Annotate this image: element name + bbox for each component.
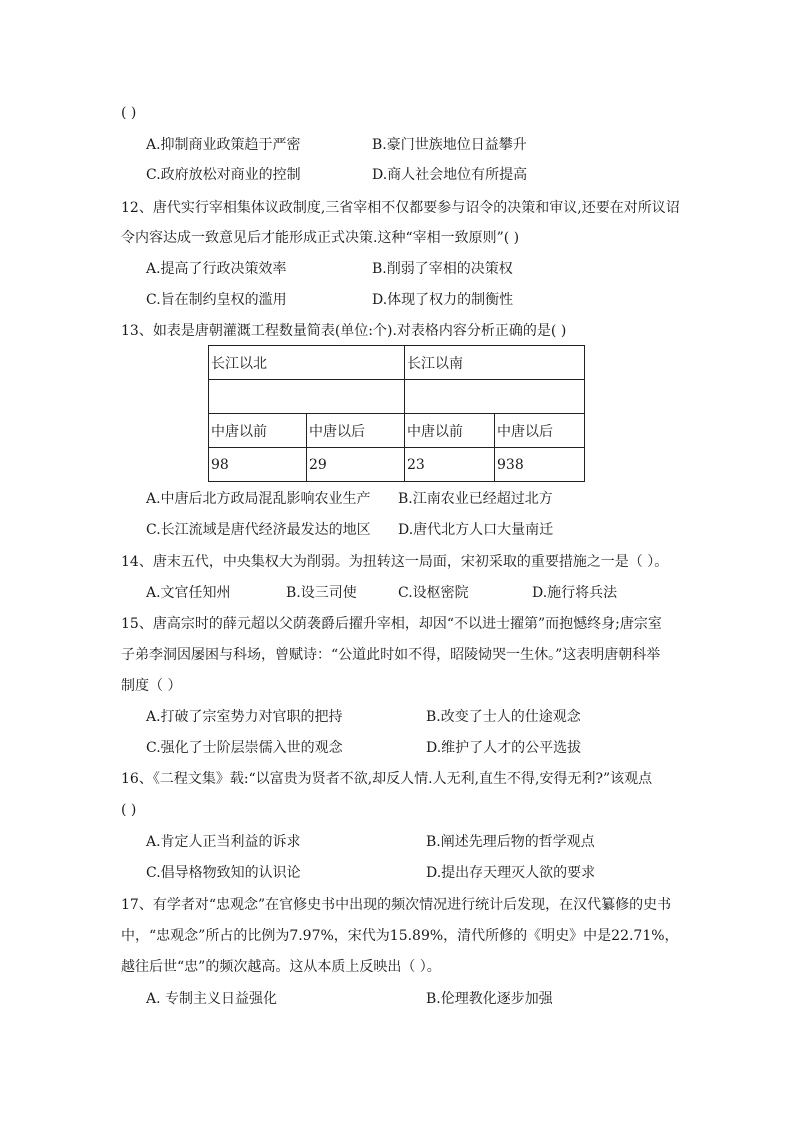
q13-stem-line1: 13、如表是唐朝灌溉工程数量简表(单位:个).对表格内容分析正确的是( ) [121, 323, 567, 339]
q17-stem-line2: 中，“忠观念”所占的比例为7.97%，宋代为15.89%，清代所修的《明史》中是22.71%， [121, 928, 679, 944]
table-header-south: 长江以南 [405, 346, 585, 380]
table-value: 938 [495, 448, 585, 482]
q15-option-d: D.维护了人才的公平选拔 [426, 740, 582, 756]
q17-stem-line3: 越往后世“忠”的频次越高。这从本质上反映出（ ）。 [121, 959, 441, 975]
q16-stem-line1: 16、《二程文集》载:“以富贵为贤者不欲,却反人情.人无利,直生不得,安得无利?”该观点 [121, 771, 653, 787]
q15-option-b: B.改变了士人的仕途观念 [426, 709, 581, 725]
q12-stem-line1: 12、唐代实行宰相集体议政制度,三省宰相不仅都要参与诏令的决策和审议,还要在对所议诏 [121, 200, 680, 216]
q14-option-b: B.设三司使 [286, 585, 357, 601]
q15-option-a: A.打破了宗室势力对官职的把持 [146, 709, 343, 725]
irrigation-table [208, 345, 585, 482]
q17-stem-line1: 17、有学者对“忠观念”在官修史书中出现的频次情况进行统计后发现，在汉代纂修的史书 [121, 897, 672, 913]
q16-answer-paren: ( ) [121, 802, 137, 818]
q12-stem-line2: 令内容达成一致意见后才能形成正式决策.这种“宰相一致原则”( ) [121, 230, 520, 246]
table-subheader: 中唐以前 [405, 414, 495, 448]
q15-stem-line2: 子弟李洞因屡困与科场，曾赋诗：“公道此时如不得，昭陵恸哭一生休。”这表明唐朝科举 [121, 647, 661, 663]
table-empty-cell [405, 380, 585, 414]
q14-option-a: A.文官任知州 [146, 585, 231, 601]
q12-option-b: B.削弱了宰相的决策权 [372, 261, 513, 277]
q13-option-c: C.长江流域是唐代经济最发达的地区 [146, 522, 371, 538]
q17-option-b: B.伦理教化逐步加强 [426, 991, 553, 1007]
table-subheader: 中唐以前 [209, 414, 307, 448]
table-value: 29 [307, 448, 405, 482]
q13-option-a: A.中唐后北方政局混乱影响农业生产 [146, 491, 371, 507]
q16-option-a: A.肯定人正当利益的诉求 [146, 834, 301, 850]
q12-option-a: A.提高了行政决策效率 [146, 261, 287, 277]
q16-option-c: C.倡导格物致知的认识论 [146, 865, 301, 881]
q15-stem-line1: 15、唐高宗时的薛元超以父荫袭爵后擢升宰相，却因“不以进士擢第”而抱憾终身;唐宗室 [121, 616, 662, 632]
q14-option-d: D.施行将兵法 [532, 585, 618, 601]
q16-option-b: B.阐述先理后物的哲学观点 [426, 834, 595, 850]
q11-option-c: C.政府放松对商业的控制 [146, 167, 301, 183]
table-empty-cell [209, 380, 405, 414]
q13-option-d: D.唐代北方人口大量南迁 [398, 522, 554, 538]
q14-option-c: C.设枢密院 [398, 585, 469, 601]
q15-option-c: C.强化了士阶层崇儒入世的观念 [146, 740, 343, 756]
q11-option-a: A.抑制商业政策趋于严密 [146, 137, 301, 153]
q11-answer-paren: ( ) [121, 105, 137, 121]
q12-option-d: D.体现了权力的制衡性 [372, 292, 514, 308]
table-value: 23 [405, 448, 495, 482]
table-header-north: 长江以北 [209, 346, 405, 380]
q13-option-b: B.江南农业已经超过北方 [398, 491, 553, 507]
q11-option-b: B.豪门世族地位日益攀升 [372, 137, 527, 153]
q14-stem-line1: 14、唐末五代，中央集权大为削弱。为扭转这一局面，宋初采取的重要措施之一是（ ）。 [121, 554, 669, 570]
q16-option-d: D.提出存天理灭人欲的要求 [426, 865, 596, 881]
table-value: 98 [209, 448, 307, 482]
q12-option-c: C.旨在制约皇权的滥用 [146, 292, 287, 308]
table-subheader: 中唐以后 [307, 414, 405, 448]
q15-stem-line3: 制度（ ） [121, 678, 182, 694]
q11-option-d: D.商人社会地位有所提高 [372, 167, 528, 183]
table-subheader: 中唐以后 [495, 414, 585, 448]
q17-option-a: A. 专制主义日益强化 [146, 991, 278, 1007]
